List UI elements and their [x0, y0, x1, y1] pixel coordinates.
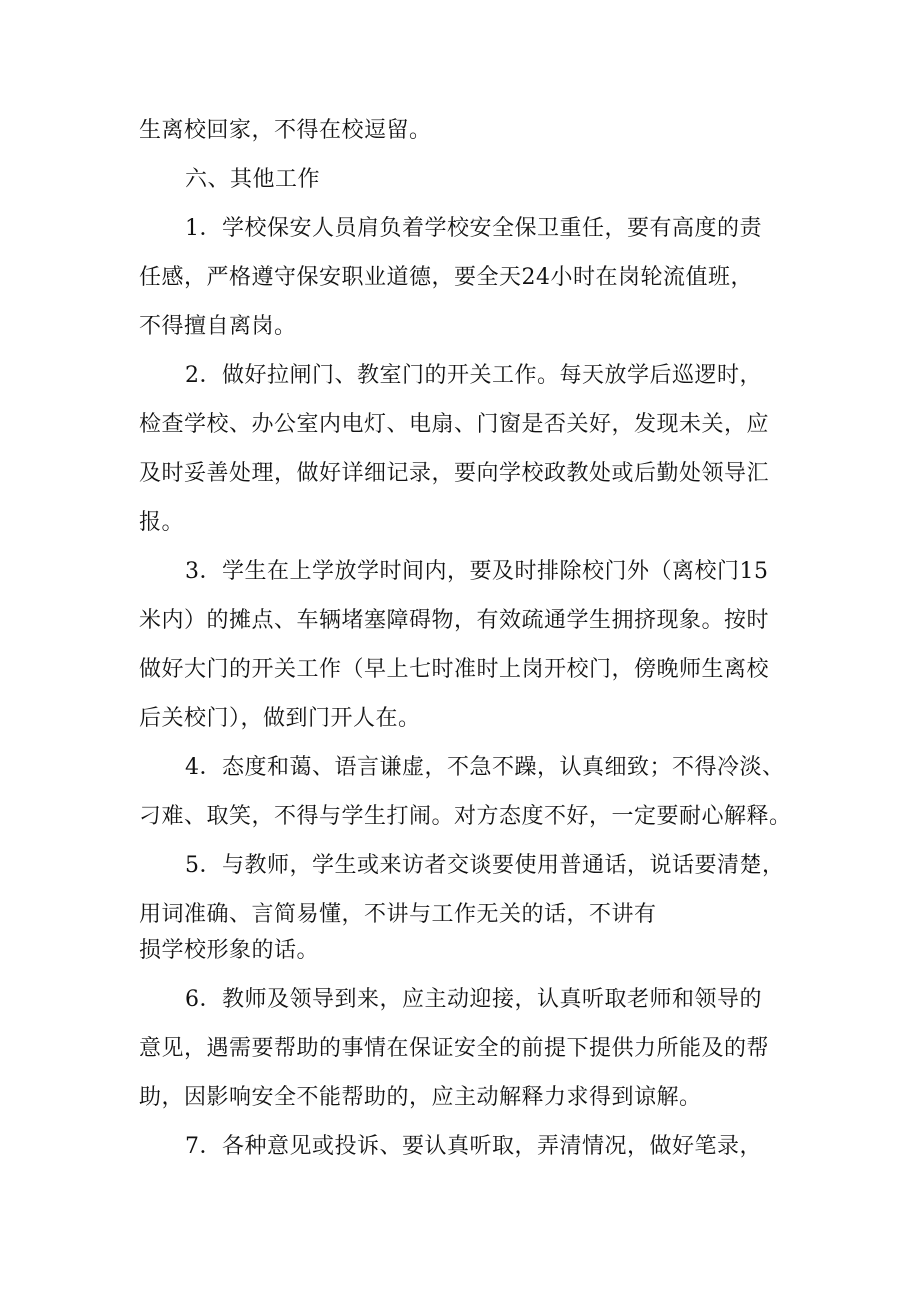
text-line: 不得擅自离岗。 — [139, 314, 297, 339]
text-line: 损学校形象的话。 — [139, 938, 320, 963]
text-line: 4．态度和蔼、语言谦虚，不急不躁，认真细致；不得冷淡、 — [185, 755, 785, 780]
text-line: 意见，遇需要帮助的事情在保证安全的前提下提供力所能及的帮 — [139, 1036, 770, 1061]
text-line: 检查学校、办公室内电灯、电扇、门窗是否关好，发现未关，应 — [139, 412, 770, 437]
text-line: 6．教师及领导到来，应主动迎接，认真听取老师和领导的 — [185, 987, 762, 1012]
text-line: 任感，严格遵守保安职业道德，要全天24小时在岗轮流值班， — [139, 265, 753, 290]
text-line: 助，因影响安全不能帮助的，应主动解释力求得到谅解。 — [139, 1085, 702, 1110]
text-line: 5．与教师，学生或来访者交谈要使用普通话，说话要清楚， — [185, 853, 785, 878]
text-line: 及时妥善处理，做好详细记录，要向学校政教处或后勤处领导汇 — [139, 461, 770, 486]
text-line: 做好大门的开关工作（早上七时准时上岗开校门，傍晚师生离校 — [139, 657, 770, 682]
text-line: 1．学校保安人员肩负着学校安全保卫重任，要有高度的责 — [185, 216, 762, 241]
text-line: 2．做好拉闸门、教室门的开关工作。每天放学后巡逻时， — [185, 363, 762, 388]
section-heading: 六、其他工作 — [185, 167, 321, 192]
text-line: 报。 — [139, 510, 185, 535]
text-line: 3．学生在上学放学时间内，要及时排除校门外（离校门15 — [185, 559, 769, 584]
text-line: 后关校门），做到门开人在。 — [139, 706, 421, 731]
text-line: 用词准确、言简易懂，不讲与工作无关的话，不讲有 — [139, 902, 657, 927]
text-line: 生离校回家，不得在校逗留。 — [139, 118, 432, 143]
text-line: 米内）的摊点、车辆堵塞障碍物，有效疏通学生拥挤现象。按时 — [139, 608, 770, 633]
text-line: 刁难、取笑，不得与学生打闹。对方态度不好，一定要耐心解释。 — [139, 804, 792, 829]
text-line: 7．各种意见或投诉、要认真听取，弄清情况，做好笔录， — [185, 1134, 762, 1159]
